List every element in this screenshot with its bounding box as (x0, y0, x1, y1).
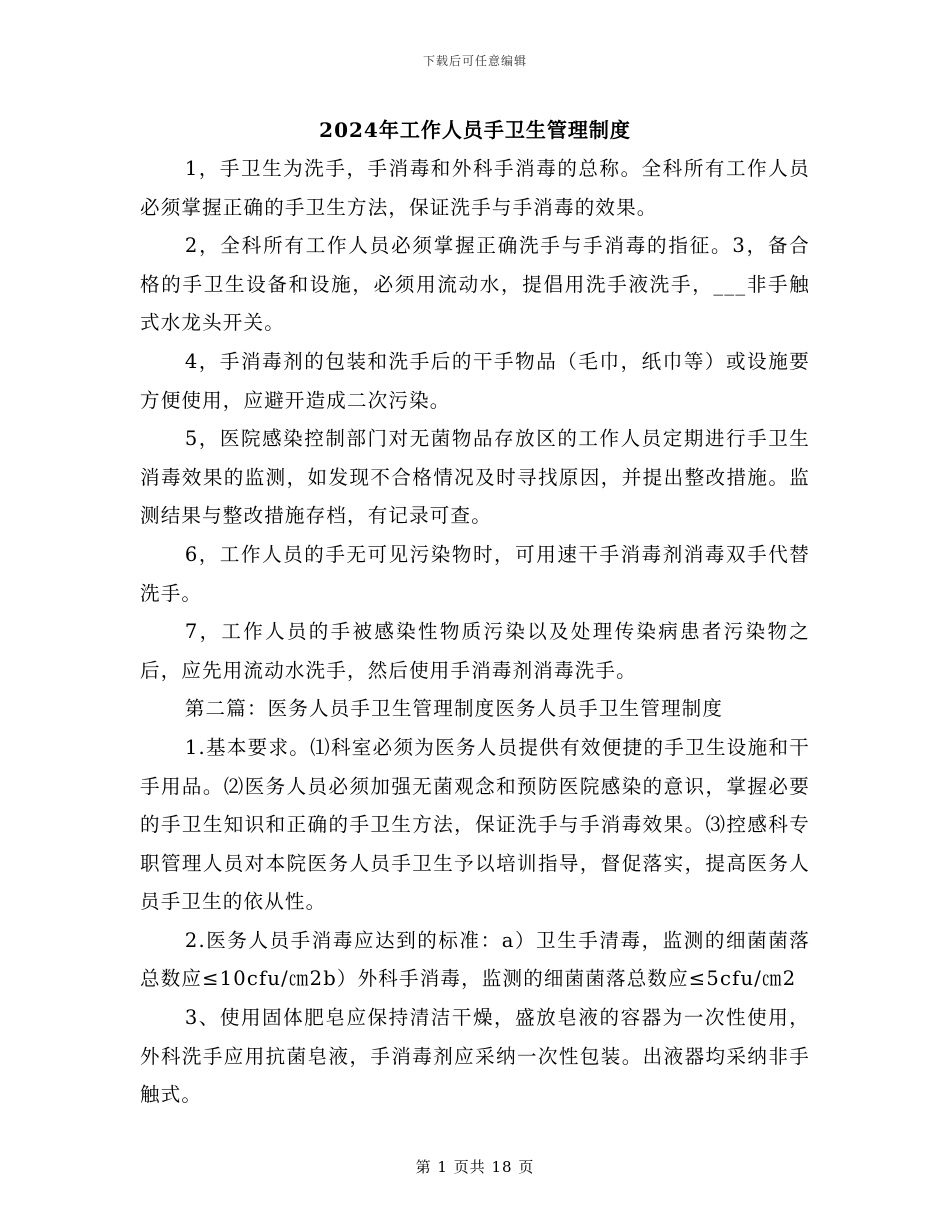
paragraph-4: 5，医院感染控制部门对无菌物品存放区的工作人员定期进行手卫生消毒效果的监测，如发现不合格情况及时寻找原因，并提出整改措施。监测结果与整改措施存档，有记录可查。 (140, 427, 810, 528)
section-heading-part-two: 第二篇：医务人员手卫生管理制度医务人员手卫生管理制度 (184, 697, 724, 721)
paragraph-6: 7，工作人员的手被感染性物质污染以及处理传染病患者污染物之后，应先用流动水洗手，然后使用手消毒剂消毒洗手。 (140, 620, 810, 682)
document-title: 2024年工作人员手卫生管理制度 (319, 118, 631, 142)
paragraph-soap-usage: 3、使用固体肥皂应保持清洁干燥，盛放皂液的容器为一次性使用，外科洗手应用抗菌皂液，手消毒剂应采纳一次性包装。出液器均采纳非手触式。 (140, 1006, 810, 1107)
document-body (140, 150, 810, 1115)
page-number-footer: 第 1 页共 18 页 (415, 1158, 535, 1176)
paragraph-disinfection-standards: 2.医务人员手消毒应达到的标准：a）卫生手清毒，监测的细菌菌落总数应≤10cfu/㎝2b）外科手消毒，监测的细菌菌落总数应≤5cfu/㎝2 (140, 928, 810, 991)
paragraph-2: 2，全科所有工作人员必须掌握正确洗手与手消毒的指征。3，备合格的手卫生设备和设施，必须用流动水，提倡用洗手液洗手，___非手触式水龙头开关。 (140, 234, 810, 335)
paragraph-5: 6，工作人员的手无可见污染物时，可用速干手消毒剂消毒双手代替洗手。 (140, 542, 810, 605)
paragraph-basic-requirements: 1.基本要求。⑴科室必须为医务人员提供有效便捷的手卫生设施和干手用品。⑵医务人员必须加强无菌观念和预防医院感染的意识，掌握必要的手卫生知识和正确的手卫生方法，保证洗手与手消毒效果。⑶控感科专职管理人员对本院医务人员手卫生予以培训指导，督促落实，提高医务人员手卫生的依从性。 (140, 735, 810, 914)
paragraph-1: 1，手卫生为洗手，手消毒和外科手消毒的总称。全科所有工作人员必须掌握正确的手卫生方法，保证洗手与手消毒的效果。 (140, 157, 810, 219)
paragraph-3: 4，手消毒剂的包装和洗手后的干手物品（毛巾，纸巾等）或设施要方便使用，应避开造成二次污染。 (140, 349, 810, 412)
page-header-note: 下载后可任意编辑 (422, 54, 527, 68)
